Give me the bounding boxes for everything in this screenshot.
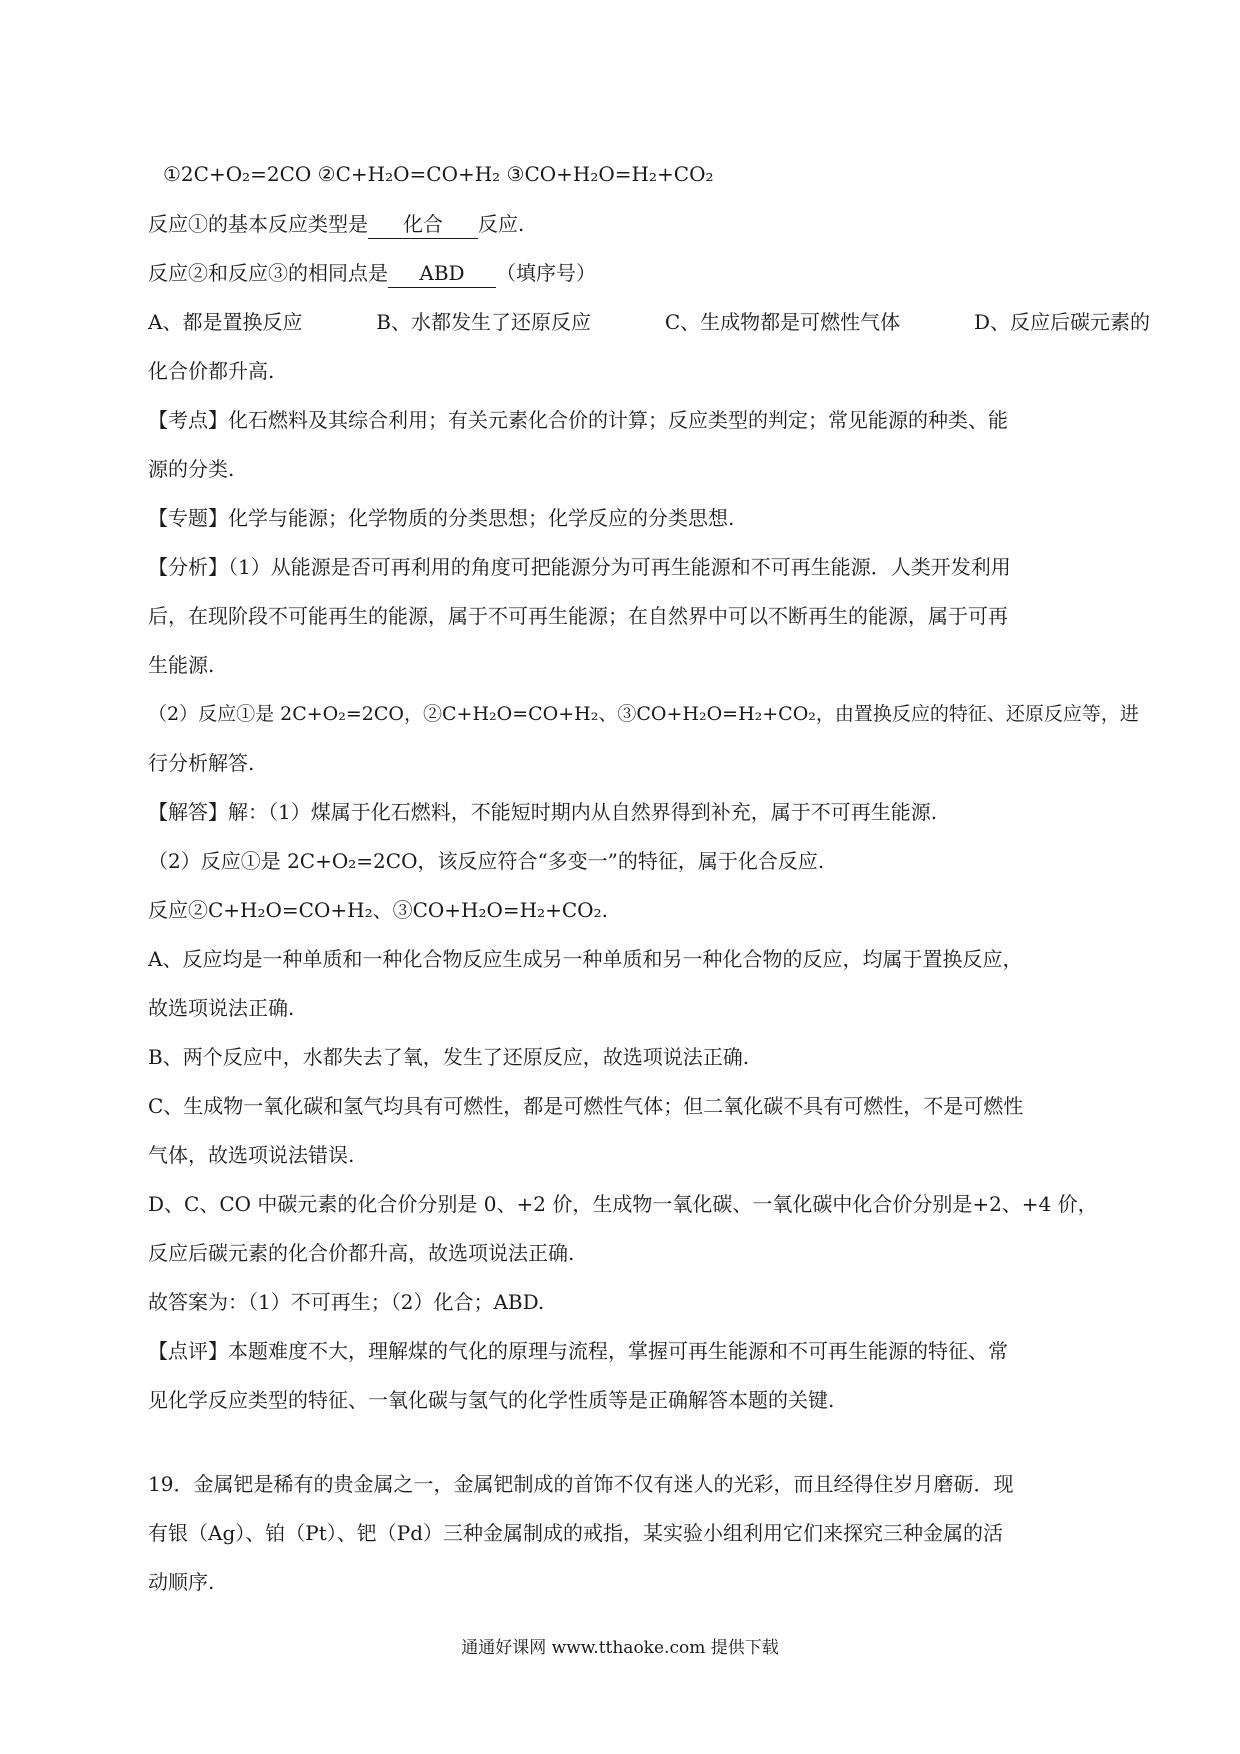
page-footer: 通通好课网 www.tthaoke.com 提供下载 [461, 1638, 779, 1658]
question-1-line [148, 210, 1150, 239]
jieda-line-11: 故答案为：（1）不可再生；（2）化合；ABD. [148, 1290, 545, 1314]
jieda-line-7: C、生成物一氧化碳和氢气均具有可燃性，都是可燃性气体；但二氧化碳不具有可燃性，不是可燃性 [148, 1094, 1024, 1118]
jieda-line-10: 反应后碳元素的化合价都升高，故选项说法正确. [148, 1241, 575, 1265]
option-c: C、生成物都是可燃性气体 [664, 310, 901, 334]
question-2-prefix: 反应②和反应③的相同点是 [148, 261, 388, 285]
fenxi-line-3: 生能源. [148, 653, 215, 677]
dianping-line-1: 【点评】本题难度不大，理解煤的气化的原理与流程，掌握可再生能源和不可再生能源的特征、常 [148, 1339, 1008, 1363]
question-1-suffix: 反应. [478, 212, 525, 236]
jieda-line-1: 【解答】解：（1）煤属于化石燃料，不能短时期内从自然界得到补充，属于不可再生能源. [148, 800, 938, 824]
zhuanti-line: 【专题】化学与能源；化学物质的分类思想；化学反应的分类思想. [148, 506, 735, 530]
answer-blank-2: ABD [388, 259, 496, 288]
jieda-line-5: 故选项说法正确. [148, 996, 295, 1020]
fenxi-line-2: 后，在现阶段不可能再生的能源，属于不可再生能源；在自然界中可以不断再生的能源，属于可再 [148, 604, 1008, 628]
options-continued: 化合价都升高. [148, 359, 275, 383]
kaodian-line-2: 源的分类. [148, 457, 235, 481]
fenxi-line-1: 【分析】（1）从能源是否可再利用的角度可把能源分为可再生能源和不可再生能源．人类开发利用 [148, 555, 1011, 579]
jieda-line-4: A、反应均是一种单质和一种化合物反应生成另一种单质和另一种化合物的反应，均属于置换反应， [148, 947, 1023, 971]
option-d: D、反应后碳元素的 [973, 310, 1150, 334]
jieda-line-8: 气体，故选项说法错误. [148, 1143, 355, 1167]
question-2-suffix: （填序号） [496, 261, 596, 285]
question-19-line-2: 有银（Ag）、铂（Pt）、钯（Pd）三种金属制成的戒指，某实验小组利用它们来探究三种金属的活 [148, 1521, 1003, 1545]
option-a: A、都是置换反应 [148, 310, 303, 334]
options-line [148, 308, 1150, 336]
jieda-line-9: D、C、CO 中碳元素的化合价分别是 0、+2 价，生成物一氧化碳、一氧化碳中化合价分别是+2、+4 价， [148, 1192, 1098, 1216]
option-b: B、水都发生了还原反应 [376, 310, 591, 334]
fenxi-line-5: 行分析解答. [148, 751, 255, 775]
question-19-line-1: 19．金属钯是稀有的贵金属之一，金属钯制成的首饰不仅有迷人的光彩，而且经得住岁月磨砺．现 [148, 1472, 1014, 1496]
dianping-line-2: 见化学反应类型的特征、一氧化碳与氢气的化学性质等是正确解答本题的关键. [148, 1388, 835, 1412]
question-2-line [148, 259, 1150, 288]
question-19-line-3: 动顺序. [148, 1570, 215, 1594]
question-1-prefix: 反应①的基本反应类型是 [148, 212, 368, 236]
kaodian-line-1: 【考点】化石燃料及其综合利用；有关元素化合价的计算；反应类型的判定；常见能源的种类、能 [148, 408, 1008, 432]
answer-blank-1: 化合 [368, 210, 478, 239]
jieda-line-3: 反应②C+H₂O=CO+H₂、③CO+H₂O=H₂+CO₂. [148, 898, 608, 922]
jieda-line-2: （2）反应①是 2C+O₂=2CO，该反应符合“多变一”的特征，属于化合反应. [148, 849, 825, 873]
equations-line: ①2C+O₂=2CO ②C+H₂O=CO+H₂ ③CO+H₂O=H₂+CO₂ [163, 162, 714, 186]
fenxi-line-4: （2）反应①是 2C+O₂=2CO，②C+H₂O=CO+H₂、③CO+H₂O=H₂+CO₂，由置换反应的特征、还原反应等，进 [148, 703, 1139, 725]
jieda-line-6: B、两个反应中，水都失去了氧，发生了还原反应，故选项说法正确. [148, 1045, 750, 1069]
